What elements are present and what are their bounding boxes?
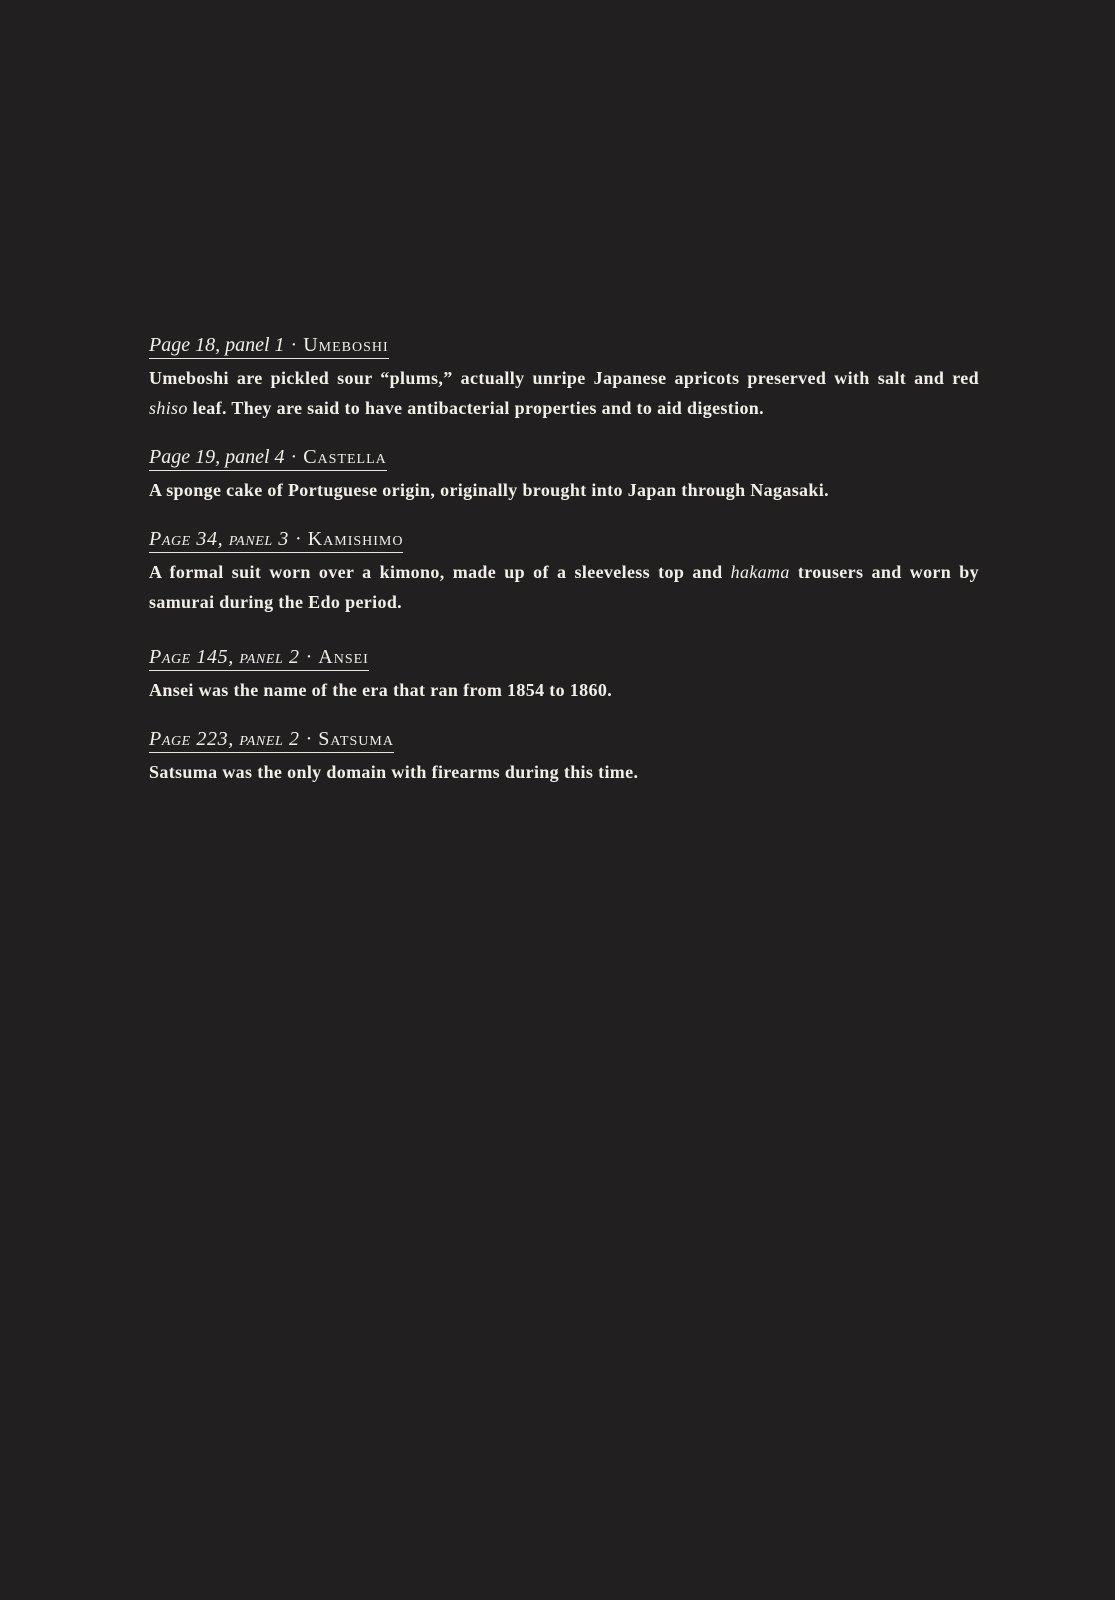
note-reference: Page 18, panel 1 <box>149 334 285 356</box>
note-reference: Page 19, panel 4 <box>149 446 285 468</box>
note-heading <box>149 727 394 753</box>
translation-notes <box>149 333 979 805</box>
note-heading <box>149 333 389 359</box>
note-heading <box>149 445 387 471</box>
separator: · <box>290 334 298 356</box>
separator: · <box>305 728 313 750</box>
note-body-italic: shiso <box>149 398 188 418</box>
note-term: Castella <box>303 446 387 468</box>
note-body <box>149 557 979 617</box>
note-body-text: A formal suit worn over a kimono, made up of a sleeveless top and <box>149 562 731 582</box>
note-satsuma <box>149 727 979 787</box>
separator: · <box>290 446 298 468</box>
note-body-text: leaf. They are said to have antibacterial properties and to aid digestion. <box>187 398 765 418</box>
note-castella <box>149 445 979 505</box>
note-body <box>149 363 979 423</box>
note-body-text: Umeboshi are pickled sour “plums,” actually unripe Japanese apricots preserved with salt and red <box>149 368 979 388</box>
note-kamishimo <box>149 527 979 617</box>
note-ansei <box>149 645 979 705</box>
note-body-text: trousers and worn by samurai during the Edo period. <box>149 562 979 612</box>
note-term: Kamishimo <box>307 528 404 550</box>
note-term: Umeboshi <box>303 334 389 356</box>
note-heading <box>149 527 403 553</box>
note-reference: Page 145, panel 2 <box>149 646 300 668</box>
note-heading <box>149 645 369 671</box>
note-body-italic: hakama <box>730 562 790 582</box>
note-reference: Page 223, panel 2 <box>149 728 300 750</box>
separator: · <box>305 646 313 668</box>
note-body: Satsuma was the only domain with firearms during this time. <box>149 762 639 782</box>
separator: · <box>295 528 302 550</box>
note-umeboshi <box>149 333 979 423</box>
note-reference: Page 34, panel 3 <box>149 528 290 550</box>
note-body: Ansei was the name of the era that ran from 1854 to 1860. <box>149 680 613 700</box>
note-term: Ansei <box>318 646 369 668</box>
note-term: Satsuma <box>318 728 394 750</box>
note-body: A sponge cake of Portuguese origin, originally brought into Japan through Nagasaki. <box>149 480 829 500</box>
